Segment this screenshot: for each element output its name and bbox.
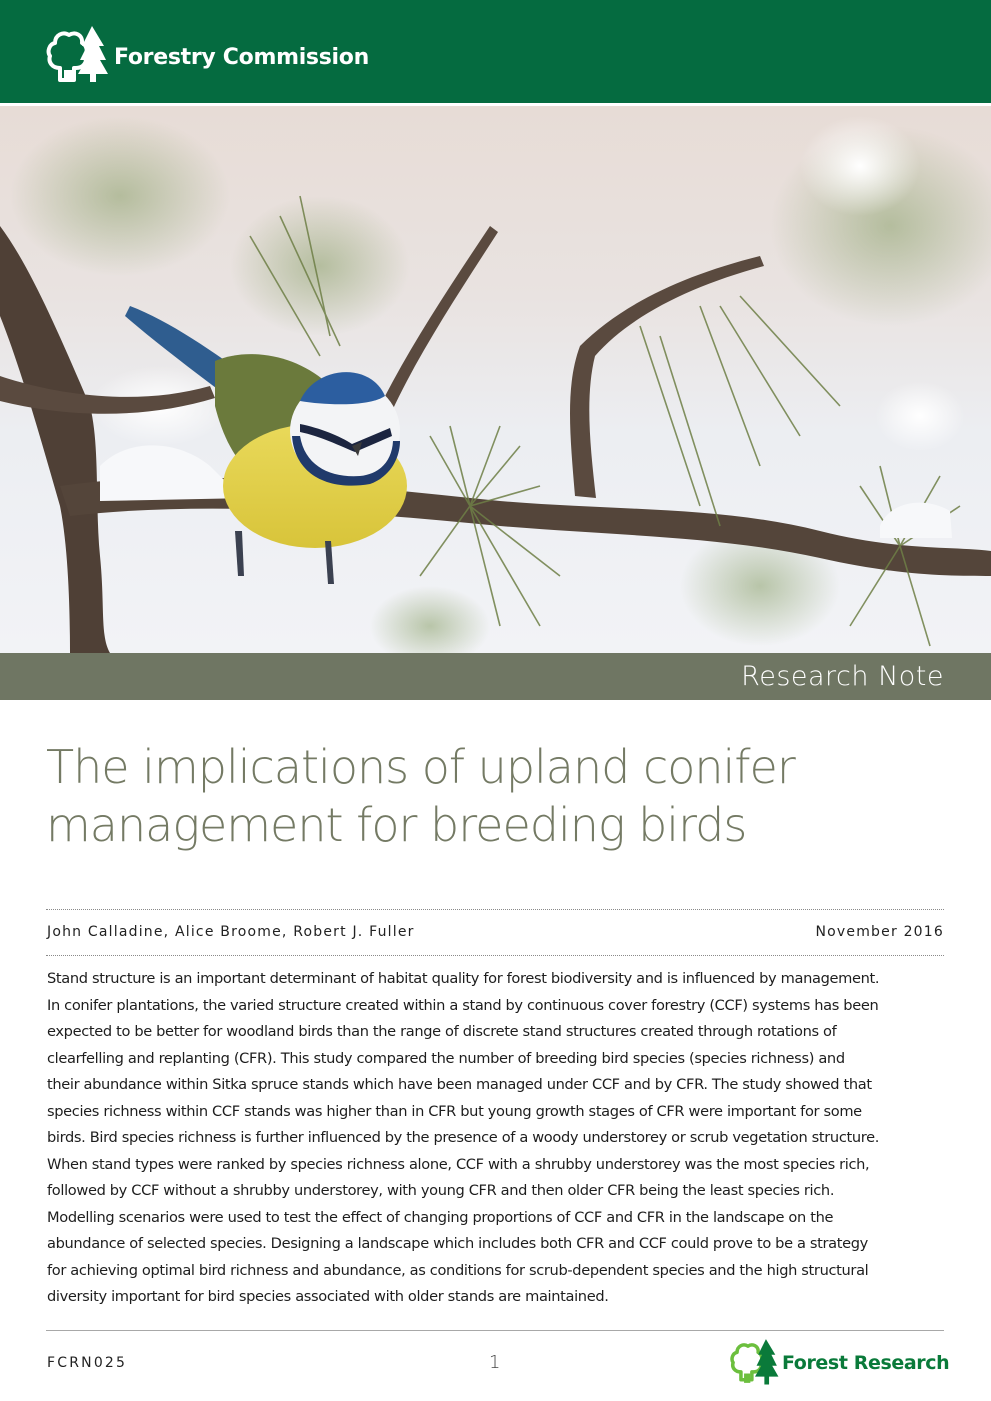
abstract-line: In conifer plantations, the varied structure created within a stand by continuous cover forestry (CCF) systems has been — [47, 996, 879, 1014]
abstract-line: their abundance within Sitka spruce stands which have been managed under CCF and by CFR. The study showed that — [47, 1076, 872, 1093]
title-line-2: management for breeding birds — [46, 798, 747, 852]
header-brand-name: Forestry Commission — [114, 44, 369, 70]
abstract — [47, 966, 947, 1311]
photo-icon — [0, 106, 991, 653]
document-code: FCRN025 — [47, 1355, 128, 1371]
tree-logo-icon — [46, 24, 110, 84]
hero-photo — [0, 106, 991, 653]
footer-divider — [46, 1330, 944, 1331]
document-type-label: Research Note — [741, 661, 944, 692]
abstract-line: clearfelling and replanting (CFR). This study compared the number of breeding bird species (species richness) and — [47, 1049, 845, 1067]
page-title — [46, 738, 946, 854]
abstract-line: Modelling scenarios were used to test the effect of changing proportions of CCF and CFR in the landscape on the — [47, 1208, 834, 1226]
abstract-line: abundance of selected species. Designing a landscape which includes both CFR and CCF could prove to be a strategy — [47, 1235, 868, 1252]
meta-divider-top — [46, 909, 944, 910]
document-type-band — [0, 653, 991, 700]
tree-logo-icon — [730, 1336, 780, 1386]
abstract-line: Stand structure is an important determinant of habitat quality for forest biodiversity and is influenced by management. — [47, 970, 880, 987]
header-banner — [0, 0, 991, 103]
authors: John Calladine, Alice Broome, Robert J. Fuller — [47, 924, 415, 940]
forest-research-logo[interactable] — [730, 1336, 949, 1386]
meta-divider-bottom — [46, 955, 944, 956]
abstract-line: birds. Bird species richness is further influenced by the presence of a woody understorey or scrub vegetation structure. — [47, 1129, 880, 1146]
title-line-1: The implications of upland conifer — [46, 740, 795, 794]
abstract-line: When stand types were ranked by species richness alone, CCF with a shrubby understorey was the most species rich, — [47, 1155, 870, 1173]
abstract-line: followed by CCF without a shrubby understorey, with young CFR and then older CFR being the least species rich. — [47, 1182, 835, 1199]
page-number: 1 — [489, 1352, 501, 1373]
abstract-line: species richness within CCF stands was higher than in CFR but young growth stages of CFR were important for some — [47, 1102, 862, 1120]
abstract-line: expected to be better for woodland birds than the range of discrete stand structures created through rotations of — [47, 1023, 837, 1040]
abstract-line: diversity important for bird species associated with older stands are maintained. — [47, 1288, 609, 1305]
publication-date: November 2016 — [815, 924, 944, 940]
forestry-commission-logo[interactable] — [46, 24, 369, 84]
footer-brand-name: Forest Research — [782, 1352, 950, 1374]
abstract-line: for achieving optimal bird richness and abundance, as conditions for scrub-dependent species and the high structural — [47, 1261, 869, 1279]
